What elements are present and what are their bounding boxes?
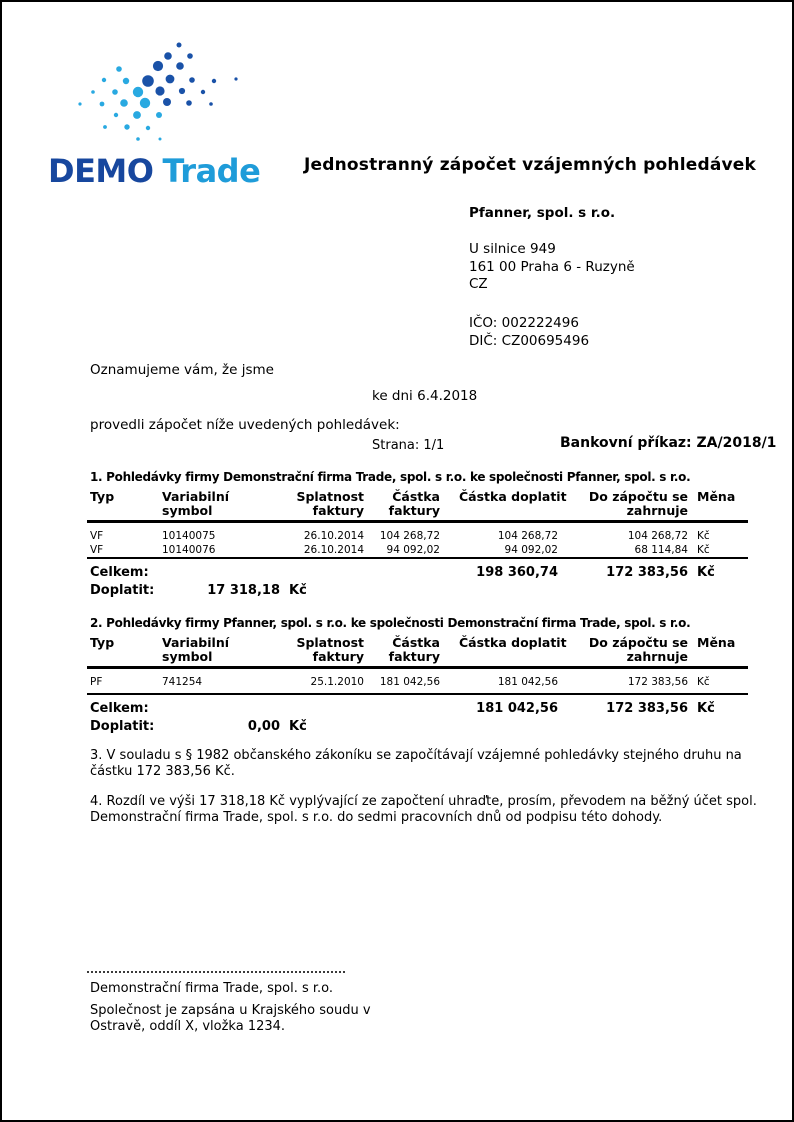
total-currency: Kč [697,701,715,716]
issuer-registration [90,1003,371,1035]
col-dz-l1: Do zápočtu se [588,489,688,504]
recipient-address [469,241,635,294]
col-cf-l2: faktury [388,503,440,518]
recipient-country: CZ [469,276,488,292]
col-vs-l2: symbol [162,503,213,518]
col-typ-l1: Typ [90,489,115,504]
col-splatnost [244,636,364,664]
recipient-ids [469,315,589,350]
logo-wordmark [48,152,260,190]
col-cf-l2: faktury [388,649,440,664]
clause-4-line-2: Demonstrační firma Trade, spol. s r.o. do sedmi pracovních dnů od podpisu této dohody. [90,810,663,825]
cell-castka-faktury: 181 042,56 [379,676,440,688]
clause-3-line-2: částku 172 383,56 Kč. [90,764,235,779]
section-2-heading: 2. Pohledávky firmy Pfanner, spol. s r.o. ke společnosti Demonstrační firma Trade, spol. s r.o. [90,616,691,630]
col-cf-l1: Částka [392,489,440,504]
logo-dots-icon [72,38,252,144]
cell-mena: Kč [697,530,710,542]
col-dz-l2: zahrnuje [626,503,688,518]
intro-action: provedli zápočet níže uvedených pohledávek: [90,417,400,433]
cell-splatnost: 26.10.2014 [303,544,364,556]
intro-announce: Oznamujeme vám, že jsme [90,362,274,378]
total-label: Celkem: [90,701,149,716]
col-castka-faktury [364,490,440,518]
receivables-table-1 [87,469,748,599]
logo-trade-text: Trade [162,152,261,190]
col-splatnost-l2: faktury [312,649,364,664]
issuer-company-name: Demonstrační firma Trade, spol. s r.o. [90,981,334,996]
logo-demo-text: DEMO [48,152,154,190]
table-2-rows [87,675,748,689]
surcharge-currency: Kč [289,719,307,734]
total-currency: Kč [697,565,715,580]
table-2-header-row [87,636,748,664]
col-mena [688,490,748,518]
col-mena [688,636,748,664]
cell-do-zapoctu: 68 114,84 [634,544,688,556]
cell-splatnost: 25.1.2010 [310,676,364,688]
col-variabilni-symbol [162,490,244,518]
cell-mena: Kč [697,544,710,556]
surcharge-label: Doplatit: [90,583,155,598]
table-2-surcharge-row [87,719,748,735]
total-doplatit-value: 181 042,56 [476,701,558,716]
cell-castka-doplatit: 94 092,02 [504,544,558,556]
col-cd-l1: Částka doplatit [459,489,567,504]
header-rule [87,520,748,523]
recipient-ico: IČO: 002222496 [469,315,579,331]
table-2-total-row [87,701,748,717]
cell-typ: VF [90,544,104,556]
issuer-registration-line-1: Společnost je zapsána u Krajského soudu v [90,1003,371,1018]
table-1-total-row [87,565,748,581]
recipient-city: 161 00 Praha 6 - Ruzyně [469,258,635,275]
table-row [87,529,748,543]
surcharge-label: Doplatit: [90,719,155,734]
clause-4-line-1: 4. Rozdíl ve výši 17 318,18 Kč vyplývající ze započtení uhraďte, prosím, převodem na běžný účet spol. [90,794,757,809]
surcharge-value: 17 318,18 [207,583,280,598]
header-rule [87,666,748,669]
cell-typ: PF [90,676,103,688]
table-1-header-row [87,490,748,518]
cell-mena: Kč [697,676,710,688]
col-vs-l1: Variabilní [162,635,230,650]
col-castka-doplatit [440,489,567,518]
col-vs-l2: symbol [162,649,213,664]
recipient-name: Pfanner, spol. s r.o. [469,205,616,221]
col-splatnost-l2: faktury [312,503,364,518]
totals-rule [87,557,748,559]
table-row [87,675,748,689]
col-mena-l1: Měna [697,489,736,504]
recipient-dic: DIČ: CZ00695496 [469,332,590,349]
cell-do-zapoctu: 104 268,72 [627,530,688,542]
table-row [87,543,748,557]
table-1-surcharge-row [87,583,748,599]
clause-gap [90,780,794,794]
col-mena-l1: Měna [697,635,736,650]
cell-vs: 10140076 [162,544,216,556]
section-1-heading: 1. Pohledávky firmy Demonstrační firma Trade, spol. s r.o. ke společnosti Pfanner, spol. s r.o. [90,470,691,484]
col-do-zapoctu [558,636,688,664]
col-splatnost-l1: Splatnost [296,635,364,650]
cell-castka-faktury: 104 268,72 [379,530,440,542]
cell-vs: 741254 [162,676,203,688]
col-castka-doplatit [440,635,567,664]
cell-castka-doplatit: 104 268,72 [497,530,558,542]
col-cd-l1: Částka doplatit [459,635,567,650]
cell-splatnost: 26.10.2014 [303,530,364,542]
bank-order-ref: Bankovní příkaz: ZA/2018/1 [560,435,777,451]
cell-castka-faktury: 94 092,02 [386,544,440,556]
page-title: Jednostranný zápočet vzájemných pohledávek [304,155,757,175]
cell-typ: VF [90,530,104,542]
issuer-registration-line-2: Ostravě, oddíl X, vložka 1234. [90,1019,286,1034]
receivables-table-2 [87,615,748,735]
col-splatnost-l1: Splatnost [296,489,364,504]
col-do-zapoctu [558,490,688,518]
col-dz-l1: Do zápočtu se [588,635,688,650]
col-typ [87,636,162,664]
cell-vs: 10140075 [162,530,216,542]
col-cf-l1: Částka [392,635,440,650]
intro-date: ke dni 6.4.2018 [372,388,478,404]
col-dz-l2: zahrnuje [626,649,688,664]
recipient-street: U silnice 949 [469,241,556,257]
total-label: Celkem: [90,565,149,580]
table-1-rows [87,529,748,557]
surcharge-value: 0,00 [247,719,280,734]
total-doplatit-value: 198 360,74 [476,565,558,580]
col-typ [87,490,162,518]
col-variabilni-symbol [162,636,244,664]
total-zapocet-value: 172 383,56 [606,565,688,580]
cell-castka-doplatit: 181 042,56 [497,676,558,688]
col-splatnost [244,490,364,518]
total-zapocet-value: 172 383,56 [606,701,688,716]
cell-do-zapoctu: 172 383,56 [627,676,688,688]
col-vs-l1: Variabilní [162,489,230,504]
surcharge-currency: Kč [289,583,307,598]
totals-rule [87,693,748,695]
page-indicator: Strana: 1/1 [372,438,445,453]
legal-clauses [90,748,794,826]
signature-line [87,971,345,973]
col-typ-l1: Typ [90,635,115,650]
col-castka-faktury [364,636,440,664]
clause-3-line-1: 3. V souladu s § 1982 občanského zákoníku se započítávají vzájemné pohledávky stejného druhu na [90,748,742,763]
